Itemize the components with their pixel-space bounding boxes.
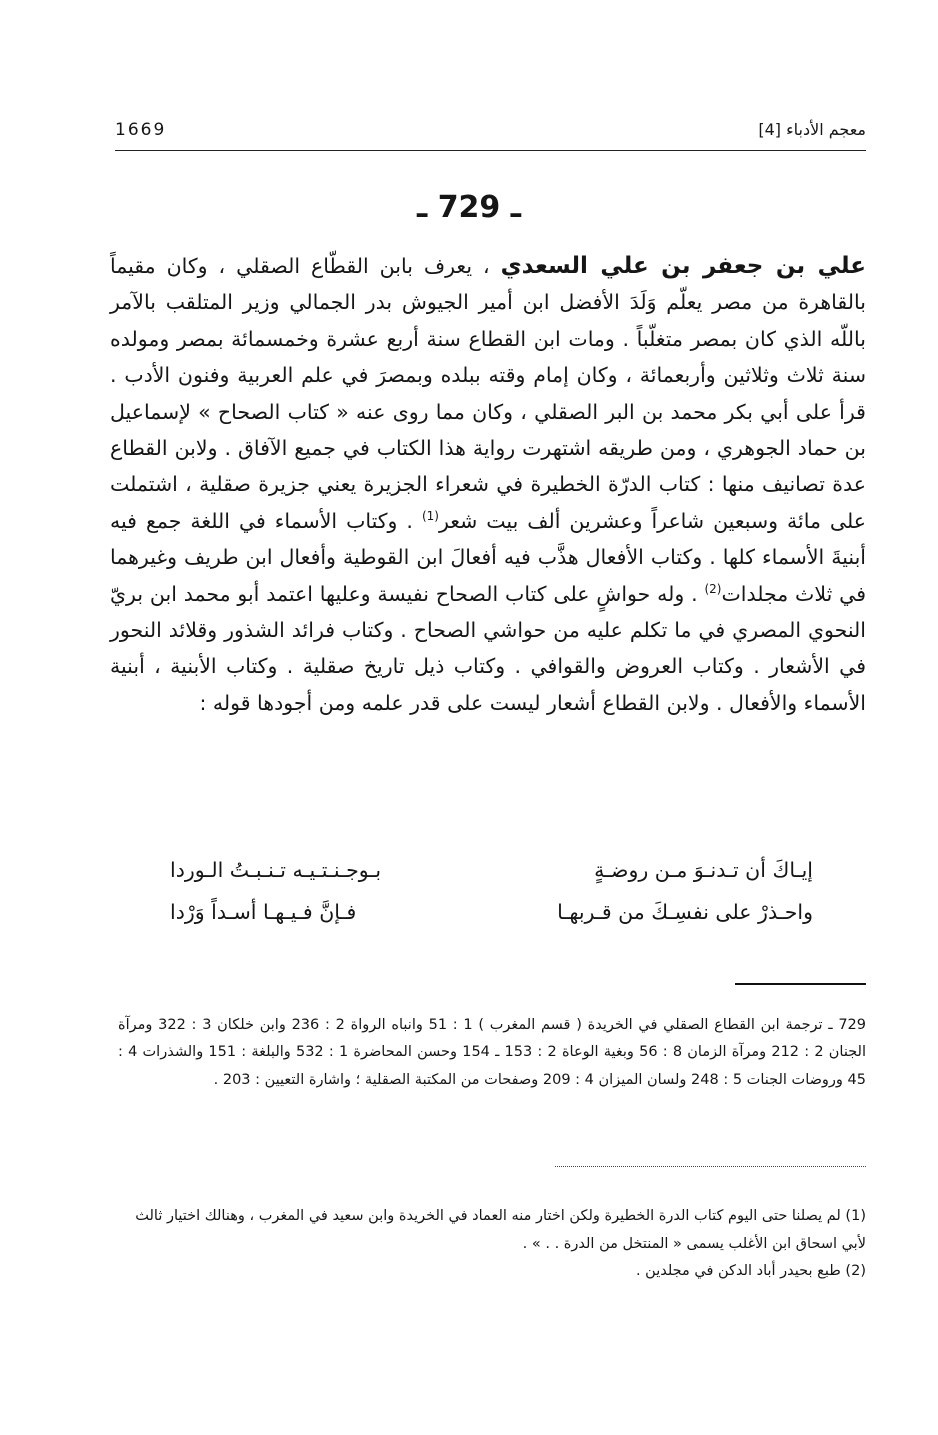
footnotes-separator [555,1166,866,1167]
verse-first-half: إيـاكَ أن تـدنـوَ مـن روضـةٍ [594,858,813,882]
footnote-1 [118,1203,866,1258]
poem-verse [170,900,813,942]
bibliography-note [118,1012,866,1094]
page-number: 1669 [115,120,167,140]
footnote-ref-2: (2) [704,581,722,596]
body-text-part-1: ، يعرف بابن القطّاع الصقلي ، وكان مقيماً بالقاهرة من مصر يعلّم وَلَدَ الأفضل ابن أمير الجيوش بدر الجمالي وزير المتلقب بالآمر باللّه الذي كان بمصر متغلّباً . ومات ابن القطاع سنة أربع عشرة وخمسمائة بمصر ومولده سنة ثلاث وثلاثين وأربعمائة ، وكان إمام وقته ببلده وبمصرَ في علم العربية وفنون الأدب . قرأ على أبي بكر محمد بن البر الصقلي ، وكان مما روى عنه « كتاب الصحاح » لإسماعيل بن حماد الجوهري ، ومن طريقه اشتهرت رواية هذا الكتاب في جميع الآفاق . ولابن القطاع عدة تصانيف منها : كتاب الدرّة الخطيرة في شعراء الجزيرة يعني جزيرة صقلية ، اشتملت على مائة وسبعين شاعراً وعشرين ألف بيت شعر [110,254,866,533]
entry-number: ـ 729 ـ [416,190,522,225]
footnote-text: لم يصلنا حتى اليوم كتاب الدرة الخطيرة ولكن اختار منه العماد في الخريدة وابن سعيد في المغرب ، وهنالك اختيار ثالث لأبي اسحاق ابن الأغلب يسمى « المنتخل من الدرة . . » . [135,1208,866,1252]
footnote-text: طبع بحيدر أباد الدكن في مجلدين . [635,1263,846,1279]
footnote-marker: (1) [845,1208,866,1224]
footnote-2 [118,1258,866,1286]
book-title: معجم الأدباء [4] [758,120,866,139]
verse-second-half: بـوجـنـتـيـه تـنـبـتُ الـوردا [170,858,382,882]
entry-body [110,248,866,721]
poem [170,858,813,942]
footnote-marker: (2) [845,1263,866,1279]
header-rule [115,150,866,151]
notes-separator [735,983,866,985]
verse-second-half: فـإنَّ فـيـهـا أسـداً وَرْدا [170,900,357,924]
body-text-part-3: . وله حواشٍ على كتاب الصحاح نفيسة وعليها اعتمد أبو محمد ابن بريّ النحوي المصري في ما تكلم عليه من حواشي الصحاح . وكتاب فرائد الشذور وقلائد النحور في الأشعار . وكتاب العروض والقوافي . وكتاب ذيل تاريخ صقلية . وكتاب الأبنية ، أبنية الأسماء والأفعال . ولابن القطاع أشعار ليست على قدر علمه ومن أجودها قوله : [110,581,866,715]
running-head [115,120,866,146]
poem-verse [170,858,813,900]
entry-name: علي بن جعفر بن علي السعدي [500,253,867,279]
entry-paragraph [110,248,866,721]
verse-first-half: واحـذرْ على نفسِـكَ من قـربهـا [557,900,813,924]
bibliography-text: 729 ـ ترجمة ابن القطاع الصقلي في الخريدة ( قسم المغرب ) 1 : 51 وانباه الرواة 2 : 236 وابن خلكان 3 : 322 ومرآة الجنان 2 : 212 ومرآة الزمان 8 : 56 وبغية الوعاة 2 : 153 ـ 154 وحسن المحاضرة 1 : 532 والبلغة : 151 والشذرات 4 : 45 وروضات الجنات 5 : 248 ولسان الميزان 4 : 209 وصفحات من المكتبة الصقلية ؛ واشارة التعيين : 203 . [118,1017,867,1088]
body-text-part-2: . وكتاب الأسماء في اللغة جمع فيه أبنيةَ الأسماء كلها . وكتاب الأفعال هذَّب فيه أفعالَ ابن القوطية وأفعال ابن طريف وغيرهما في ثلاث مجلدات [110,508,866,606]
footnotes [118,1203,866,1286]
footnote-ref-1: (1) [421,509,439,524]
